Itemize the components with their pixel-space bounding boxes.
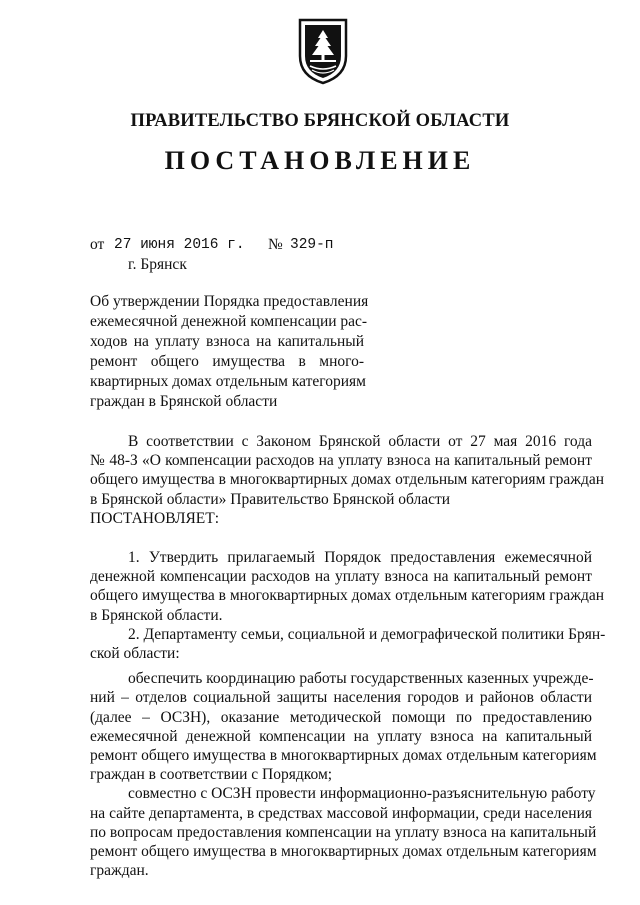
- item2b-line: на сайте департамента, в средствах массовой информации, среди населения: [90, 804, 592, 822]
- item2a-line: обеспечить координацию работы государственных казенных учрежде-: [128, 670, 594, 688]
- item2b-line: совместно с ОСЗН провести информационно-разъяснительную работу: [128, 785, 596, 803]
- item2a-line: ний – отделов социальной защиты населения городов и районов области: [90, 689, 592, 707]
- number-prefix: №: [268, 236, 283, 253]
- document-type-title: ПОСТАНОВЛЕНИЕ: [164, 146, 476, 175]
- subject-line: квартирных домах отдельным категориям: [90, 373, 366, 390]
- item2a-line: (далее – ОСЗН), оказание методической помощи по предоставлению: [90, 708, 592, 726]
- subject-line: ходов на уплату взноса на капитальный: [90, 333, 364, 350]
- item2b-line: ремонт общего имущества в многоквартирных домах отдельным категориям: [90, 843, 597, 861]
- item2a-line: ежемесячной денежной компенсации на уплату взноса на капитальный: [90, 727, 592, 745]
- resolves-word: ПОСТАНОВЛЯЕТ:: [90, 509, 220, 527]
- item2a-line: ремонт общего имущества в многоквартирных домах отдельным категориям: [90, 747, 597, 765]
- item1-line: в Брянской области.: [90, 606, 223, 624]
- document-body: [90, 432, 606, 880]
- item2a-line: граждан в соответствии с Порядком;: [90, 766, 333, 784]
- document-subject: [90, 292, 369, 412]
- preamble-line: № 48-З «О компенсации расходов на уплату взноса на капитальный ремонт: [90, 452, 592, 470]
- item2b-line: граждан.: [90, 862, 149, 880]
- preamble-line: общего имущества в многоквартирных домах отдельным категориям граждан: [90, 471, 605, 489]
- item2-line: 2. Департаменту семьи, социальной и демографической политики Брян-: [128, 625, 606, 643]
- subject-line: Об утверждении Порядка предоставления: [90, 293, 369, 310]
- date-prefix: от: [90, 236, 105, 253]
- organization-name: ПРАВИТЕЛЬСТВО БРЯНСКОЙ ОБЛАСТИ: [130, 111, 510, 131]
- document-date: 27 июня 2016 г.: [114, 237, 245, 253]
- subject-line: ремонт общего имущества в много-: [90, 353, 364, 370]
- item2-line: ской области:: [90, 645, 180, 663]
- subject-line: граждан в Брянской области: [90, 393, 278, 410]
- item1-line: денежной компенсации расходов на уплату взноса на капитальный ремонт: [90, 568, 592, 586]
- subject-line: ежемесячной денежной компенсации рас-: [90, 313, 368, 330]
- preamble-line: в Брянской области» Правительство Брянской области: [90, 490, 451, 508]
- coat-of-arms-emblem: [296, 16, 350, 86]
- item2b-line: по вопросам предоставления компенсации на уплату взноса на капитальный: [90, 823, 597, 841]
- document-number: 329-п: [290, 237, 334, 253]
- item1-line: общего имущества в многоквартирных домах отдельным категориям граждан: [90, 587, 605, 605]
- preamble-line: В соответствии с Законом Брянской области от 27 мая 2016 года: [128, 433, 592, 450]
- city-name: г. Брянск: [128, 256, 187, 273]
- item1-line: 1. Утвердить прилагаемый Порядок предоставления ежемесячной: [128, 549, 592, 567]
